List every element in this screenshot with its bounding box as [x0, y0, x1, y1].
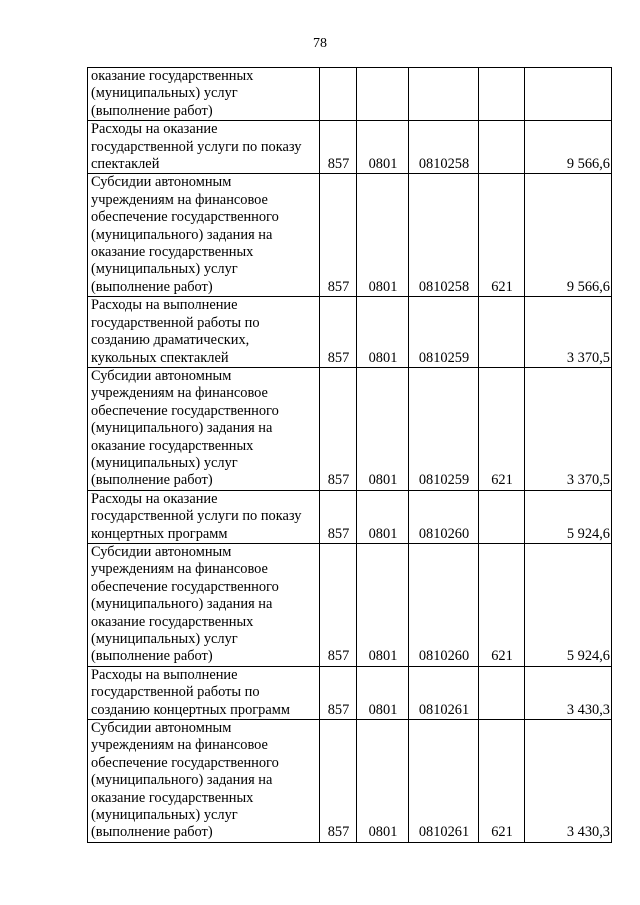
row-target-code: 0810260	[409, 543, 479, 666]
row-section-code: 0801	[357, 543, 409, 666]
row-amount: 5 924,6	[525, 490, 612, 543]
row-description: Расходы на оказание государственной услуги по показу концертных программ	[88, 490, 320, 543]
row-admin-code: 857	[320, 490, 357, 543]
row-expense-type	[479, 68, 525, 121]
row-admin-code: 857	[320, 666, 357, 719]
row-expense-type	[479, 297, 525, 368]
row-target-code	[409, 68, 479, 121]
row-admin-code	[320, 68, 357, 121]
row-section-code: 0801	[357, 174, 409, 297]
row-admin-code: 857	[320, 720, 357, 843]
row-amount: 3 370,5	[525, 367, 612, 490]
row-amount	[525, 68, 612, 121]
row-target-code: 0810259	[409, 297, 479, 368]
table-row	[88, 720, 612, 843]
row-amount: 5 924,6	[525, 543, 612, 666]
table-row	[88, 490, 612, 543]
row-section-code: 0801	[357, 490, 409, 543]
row-admin-code: 857	[320, 121, 357, 174]
row-expense-type: 621	[479, 543, 525, 666]
row-amount: 3 370,5	[525, 297, 612, 368]
row-expense-type	[479, 490, 525, 543]
table-row	[88, 297, 612, 368]
row-expense-type	[479, 666, 525, 719]
row-section-code: 0801	[357, 720, 409, 843]
row-target-code: 0810258	[409, 121, 479, 174]
row-admin-code: 857	[320, 367, 357, 490]
row-admin-code: 857	[320, 174, 357, 297]
budget-table	[87, 67, 612, 843]
table-row	[88, 68, 612, 121]
row-expense-type	[479, 121, 525, 174]
table-row	[88, 666, 612, 719]
row-description: Субсидии автономным учреждениям на финансовое обеспечение государственного (муниципального) задания на оказание государственных (муниципальных) услуг (выполнение работ)	[88, 720, 320, 843]
row-amount: 9 566,6	[525, 174, 612, 297]
row-expense-type: 621	[479, 174, 525, 297]
row-section-code	[357, 68, 409, 121]
row-section-code: 0801	[357, 297, 409, 368]
row-admin-code: 857	[320, 297, 357, 368]
row-amount: 3 430,3	[525, 666, 612, 719]
row-description: Субсидии автономным учреждениям на финансовое обеспечение государственного (муниципального) задания на оказание государственных (муниципальных) услуг (выполнение работ)	[88, 174, 320, 297]
row-target-code: 0810258	[409, 174, 479, 297]
row-amount: 9 566,6	[525, 121, 612, 174]
table-row	[88, 174, 612, 297]
row-description: Расходы на выполнение государственной работы по созданию концертных программ	[88, 666, 320, 719]
row-section-code: 0801	[357, 367, 409, 490]
row-admin-code: 857	[320, 543, 357, 666]
row-expense-type: 621	[479, 720, 525, 843]
table-row	[88, 543, 612, 666]
row-section-code: 0801	[357, 666, 409, 719]
row-section-code: 0801	[357, 121, 409, 174]
row-amount: 3 430,3	[525, 720, 612, 843]
row-target-code: 0810261	[409, 720, 479, 843]
table-row	[88, 367, 612, 490]
row-target-code: 0810260	[409, 490, 479, 543]
row-expense-type: 621	[479, 367, 525, 490]
row-target-code: 0810259	[409, 367, 479, 490]
row-description: Субсидии автономным учреждениям на финансовое обеспечение государственного (муниципального) задания на оказание государственных (муниципальных) услуг (выполнение работ)	[88, 367, 320, 490]
row-description: Субсидии автономным учреждениям на финансовое обеспечение государственного (муниципального) задания на оказание государственных (муниципальных) услуг (выполнение работ)	[88, 543, 320, 666]
row-description: Расходы на оказание государственной услуги по показу спектаклей	[88, 121, 320, 174]
row-description: Расходы на выполнение государственной работы по созданию драматических, кукольных спектаклей	[88, 297, 320, 368]
table-row	[88, 121, 612, 174]
row-description: оказание государственных (муниципальных) услуг (выполнение работ)	[88, 68, 320, 121]
page-number: 78	[313, 36, 327, 51]
row-target-code: 0810261	[409, 666, 479, 719]
